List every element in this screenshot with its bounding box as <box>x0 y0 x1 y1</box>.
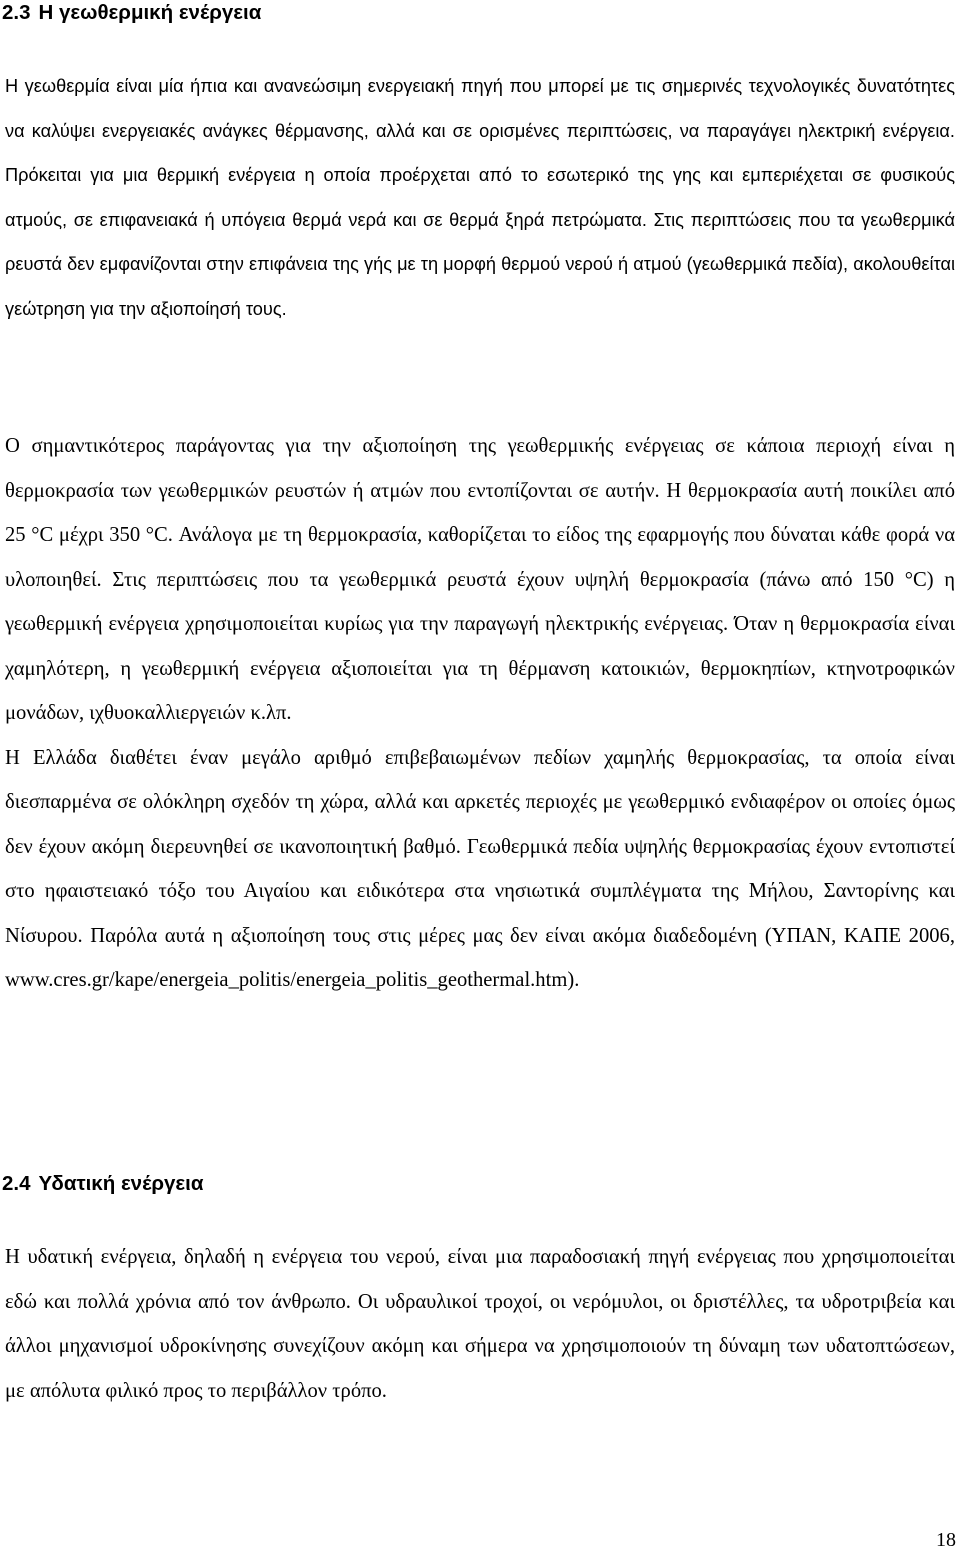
section-title: Υδατική ενέργεια <box>38 1172 204 1195</box>
paragraph-geothermal-temperature: Ο σημαντικότερος παράγοντας για την αξιοποίηση της γεωθερμικής ενέργειας σε κάποια περιοχή είναι η θερμοκρασία των γεωθερμικών ρευστών ή ατμών που εντοπίζονται σε αυτήν. Η θερμοκρασία αυτή ποικίλει από 25 °C μέχρι 350 °C. Ανάλογα με τη θερμοκρασία, καθορίζεται το είδος της εφαρμογής που δύναται κάθε φορά να υλοποιηθεί. Στις περιπτώσεις που τα γεωθερμικά ρευστά έχουν υψηλή θερμοκρασία (πάνω από 150 °C) η γεωθερμική ενέργεια χρησιμοποιείται κυρίως για την παραγωγή ηλεκτρικής ενέργειας. Όταν η θερμοκρασία είναι χαμηλότερη, η γεωθερμική ενέργεια αξιοποιείται για τη θέρμανση κατοικιών, θερμοκηπίων, κτηνοτροφικών μονάδων, ιχθυοκαλλιεργειών κ.λπ. Η Ελλάδα διαθέτει έναν μεγάλο αριθμό επιβεβαιωμένων πεδίων χαμηλής θερμοκρασίας, τα οποία είναι διεσπαρμένα σε ολόκληρη σχεδόν τη χώρα, αλλά και αρκετές περιοχές με γεωθερμικό ενδιαφέρον οι οποίες όμως δεν έχουν ακόμη διερευνηθεί σε ικανοποιητική βαθμό. Γεωθερμικά πεδία υψηλής θερμοκρασίας έχουν εντοπιστεί στο ηφαιστειακό τόξο του Αιγαίου και ειδικότερα στα νησιωτικά συμπλέγματα της Μήλου, Σαντορίνης και Νίσυρου. Παρόλα αυτά η αξιοποίηση τους στις μέρες μας δεν είναι ακόμα διαδεδομένη (ΥΠΑΝ, ΚΑΠΕ 2006, www.cres.gr/kape/energeia_politis/energeia_politis_geothermal.htm). <box>5 435 955 991</box>
section-number: 2.4 <box>2 1172 31 1195</box>
section-title: Η γεωθερμική ενέργεια <box>38 1 262 24</box>
page-number: 18 <box>936 1529 956 1551</box>
section-number: 2.3 <box>2 1 31 24</box>
paragraph-hydro-intro: Η υδατική ενέργεια, δηλαδή η ενέργεια του νερού, είναι μια παραδοσιακή πηγή ενέργειας που χρησιμοποιείται εδώ και πολλά χρόνια από τον άνθρωπο. Οι υδραυλικοί τροχοί, οι νερόμυλοι, οι δριστέλλες, τα υδροτριβεία και άλλοι μηχανισμοί υδροκίνησης συνεχίζουν ακόμη και σήμερα να χρησιμοποιούν τη δύναμη των υδατοπτώσεων, με απόλυτα φιλικό προς το περιβάλλον τρόπο. <box>5 1246 955 1402</box>
section-heading-hydro <box>2 1172 203 1196</box>
section-heading-geothermal <box>2 1 261 25</box>
paragraph-geothermal-intro: Η γεωθερμία είναι μία ήπια και ανανεώσιμη ενεργειακή πηγή που μπορεί με τις σημερινές τεχνολογικές δυνατότητες να καλύψει ενεργειακές ανάγκες θέρμανσης, αλλά και σε ορισμένες περιπτώσεις, να παραγάγει ηλεκτρική ενέργεια. Πρόκειται για μια θερμική ενέργεια η οποία προέρχεται από το εσωτερικό της γης και εμπεριέχεται σε φυσικούς ατμούς, σε επιφανειακά ή υπόγεια θερμά νερά και σε θερμά ξηρά πετρώματα. Στις περιπτώσεις που τα γεωθερμικά ρευστά δεν εμφανίζονται στην επιφάνεια της γής με τη μορφή θερμού νερού ή ατμού (γεωθερμικά πεδία), ακολουθείται γεώτρηση για την αξιοποίησή τους. <box>5 76 955 319</box>
